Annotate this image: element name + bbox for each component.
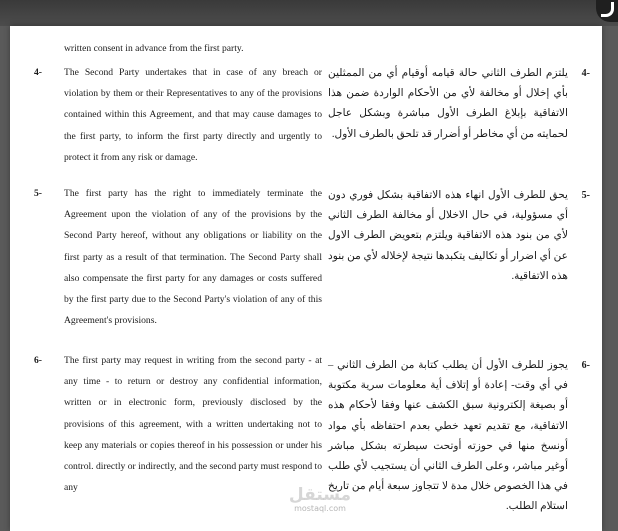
english-continuation-text: written consent in advance from the first party. (64, 43, 244, 54)
clause-text: يلتزم الطرف الثاني حالة قيامه أوقيام أي من الممثلين بأي إخلال أو مخالفة لأي من الأحكام الواردة ضمن هذا الاتفاقية بإبلاغ الطرف الأول مباشرة وبشكل عاجل لحمايته من أي مخاطر أو أضرار قد تلحق بالطرف الأول. (328, 68, 568, 140)
mostaql-watermark (280, 486, 360, 526)
watermark-logo: مستقل (288, 485, 352, 505)
document-page (10, 26, 602, 531)
english-clause-6 (34, 350, 322, 498)
clause-number: 4- (34, 67, 42, 78)
clause-text: The first party may request in writing from the second party - at any time - to return or destroy any confidential information, written or in electronic form, previously disclosed by the provisions of this agreement, with a written undertaking not to keep any materials or copies thereof in his possession or under his control. directly or indirectly, and the second party must respond to any (64, 355, 322, 494)
english-clause-5 (34, 183, 322, 331)
clause-number: -4 (581, 68, 590, 79)
watermark-site: mostaql.com (294, 504, 346, 513)
arabic-clause-4 (328, 64, 590, 145)
clause-number: -5 (581, 190, 590, 201)
clause-text: يجوز للطرف الأول أن يطلب كتابة من الطرف الثاني – في أي وقت- إعادة أو إتلاف أية معلومات سرية مكتوبة أو بصيغة إلكترونية سبق الكشف عنها وفقا لأحكام هذه الاتفاقية، مع تقديم تعهد خطي بعدم احتفاظه بأي مواد أونسخ منها في حوزته أوتحت سيطرته بشكل مباشر أوغير مباشر، وعلى الطرف الثاني أن يستجيب لأي طلب في هذا الخصوص خلال مدة لا تتجاوز سبعة أيام من تاريخ استلام الطلب. (328, 360, 568, 513)
english-clause-4 (34, 62, 322, 168)
arabic-clause-5 (328, 186, 590, 287)
clause-number: 6- (34, 355, 42, 366)
corner-curl-icon[interactable] (596, 0, 618, 22)
viewer-top-bar (0, 0, 618, 26)
clause-number: -6 (581, 360, 590, 371)
clause-text: The Second Party undertakes that in case of any breach or violation by them or their Representatives to any of the provisions contained within this Agreement, and that may cause damages to the first party, to inform the first party directly and urgently to protect it from any risk or damage. (64, 67, 322, 163)
english-continuation (34, 38, 322, 59)
clause-number: 5- (34, 188, 42, 199)
arabic-clause-6 (328, 356, 590, 518)
clause-text: The first party has the right to immediately terminate the Agreement upon the violation of any of the provisions by the Second Party hereof, without any obligations or liability on the first party as a result of that termination. The Second Party shall also compensate the first party for any damages or costs suffered by the first party due to the Second Party's violation of any of this Agreement's provisions. (64, 188, 322, 327)
clause-text: يحق للطرف الأول انهاء هذه الاتفاقية بشكل فوري دون أي مسؤولية، في حال الاخلال أو مخالفة الطرف الثاني لأي من بنود هذه الاتفاقية ويلتزم بتعويض الطرف الاول عن أي اضرار أو تكاليف يتكبدها نتيجة لإخلاله لأي من بنود هذه الاتفاقية. (328, 190, 568, 282)
